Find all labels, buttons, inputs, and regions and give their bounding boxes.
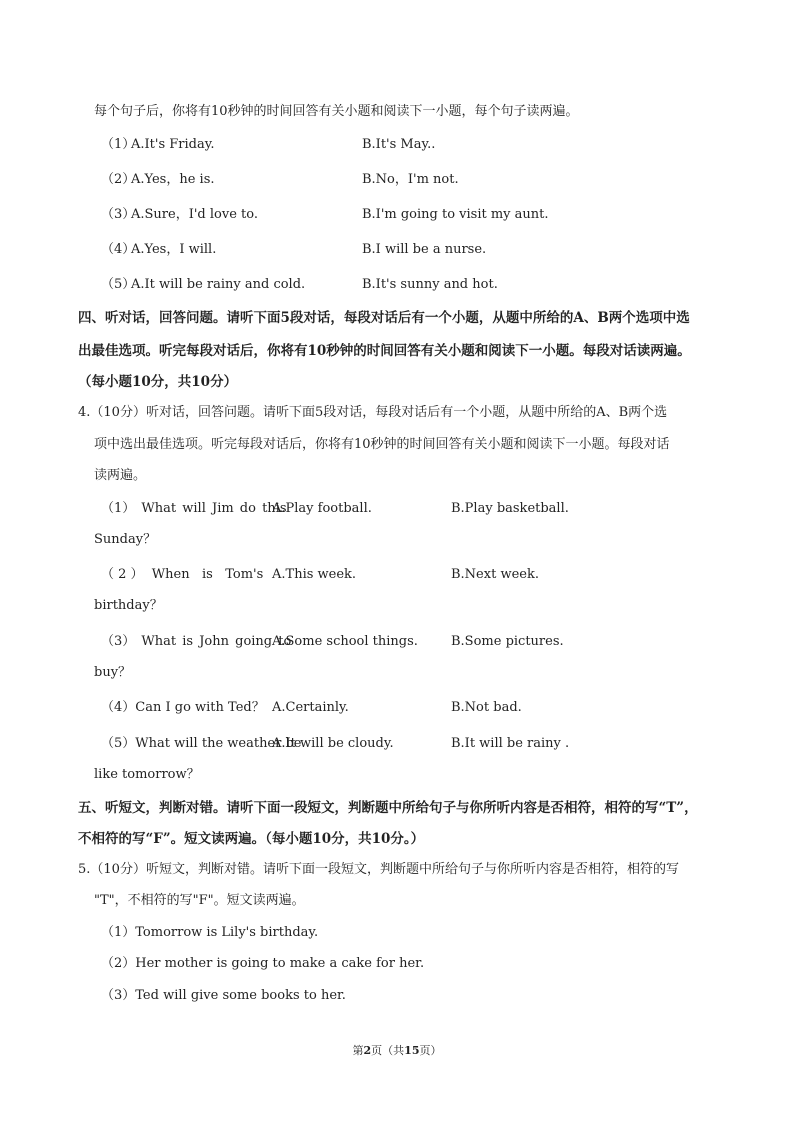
question-text: （ 2 ） When is Tom's <box>101 567 264 582</box>
item-num: （3） <box>101 207 136 222</box>
option-a: A.Play football. <box>272 501 372 516</box>
option-b: B.It's May.. <box>362 137 436 152</box>
question-text: （3） What is John going to <box>101 634 292 649</box>
question5-line1: 5.（10分）听短文，判断对错。请听下面一段短文，判断题中所给句子与你所听内容是否相符，相符的写 <box>78 862 679 877</box>
option-a: A.Sure，I'd love to. <box>131 207 258 222</box>
question-text: （1） What will Jim do this <box>101 501 287 516</box>
section4-heading-line1: 四、听对话，回答问题。请听下面5段对话，每段对话后有一个小题，从题中所给的A、B两个选项中选 <box>78 310 690 326</box>
footer-prefix: 第 <box>352 1044 364 1057</box>
page-number: 2 <box>363 1044 372 1057</box>
question-text-cont: like tomorrow？ <box>94 767 200 782</box>
question-text: （4）Can I go with Ted？ <box>101 700 265 715</box>
item-num: （5） <box>101 277 136 292</box>
question5-line2: "T"，不相符的写"F"。短文读两遍。 <box>94 893 305 908</box>
list-item: （3）Ted will give some books to her. <box>101 988 346 1003</box>
section5-heading-line2: 不相符的写“F”。短文读两遍。（每小题10分，共10分。） <box>78 831 425 847</box>
question4-line2: 项中选出最佳选项。听完每段对话后，你将有10秒钟的时间回答有关小题和阅读下一小题。每段对话 <box>94 437 670 452</box>
option-b: B.I will be a nurse. <box>362 242 487 257</box>
option-b: B.It's sunny and hot. <box>362 277 498 292</box>
intro-line: 每个句子后，你将有10秒钟的时间回答有关小题和阅读下一小题，每个句子读两遍。 <box>94 104 579 119</box>
option-b: B.It will be rainy . <box>451 736 570 751</box>
option-b: B.Not bad. <box>451 700 522 715</box>
list-item: （2）Her mother is going to make a cake for her. <box>101 956 425 971</box>
option-b: B.Some pictures. <box>451 634 564 649</box>
option-a: A.It will be rainy and cold. <box>131 277 306 292</box>
footer-mid: 页（共 <box>371 1044 405 1057</box>
option-a: A.It will be cloudy. <box>272 736 394 751</box>
section4-heading-line2: 出最佳选项。听完每段对话后，你将有10秒钟的时间回答有关小题和阅读下一小题。每段对话读两遍。 <box>78 343 691 359</box>
list-item: （1）Tomorrow is Lily's birthday. <box>101 925 319 940</box>
option-a: A.This week. <box>272 567 357 582</box>
total-pages: 15 <box>404 1044 420 1057</box>
page-footer <box>0 1042 794 1058</box>
option-a: A.Some school things. <box>272 634 418 649</box>
item-num: （4） <box>101 242 136 257</box>
section5-heading-line1: 五、听短文，判断对错。请听下面一段短文，判断题中所给句子与你所听内容是否相符，相符的写“T”， <box>78 800 698 816</box>
question-text: （5）What will the weather be <box>101 736 302 751</box>
item-num: （2） <box>101 172 136 187</box>
question-text-cont: birthday？ <box>94 598 163 613</box>
question4-line1: 4.（10分）听对话，回答问题。请听下面5段对话，每段对话后有一个小题，从题中所给的A、B两个选 <box>78 405 668 420</box>
option-b: B.Play basketball. <box>451 501 569 516</box>
item-num: （1） <box>101 137 136 152</box>
option-b: B.I'm going to visit my aunt. <box>362 207 549 222</box>
question4-line3: 读两遍。 <box>94 468 147 483</box>
footer-suffix: 页） <box>419 1044 442 1057</box>
option-a: A.Yes，he is. <box>131 172 215 187</box>
option-b: B.Next week. <box>451 567 539 582</box>
question-text-cont: buy？ <box>94 665 132 680</box>
question-text-cont: Sunday？ <box>94 532 157 547</box>
option-a: A.Certainly. <box>272 700 349 715</box>
option-b: B.No，I'm not. <box>362 172 459 187</box>
option-a: A.Yes，I will. <box>131 242 217 257</box>
section4-heading-line3: （每小题10分，共10分） <box>78 374 238 390</box>
option-a: A.It's Friday. <box>131 137 215 152</box>
